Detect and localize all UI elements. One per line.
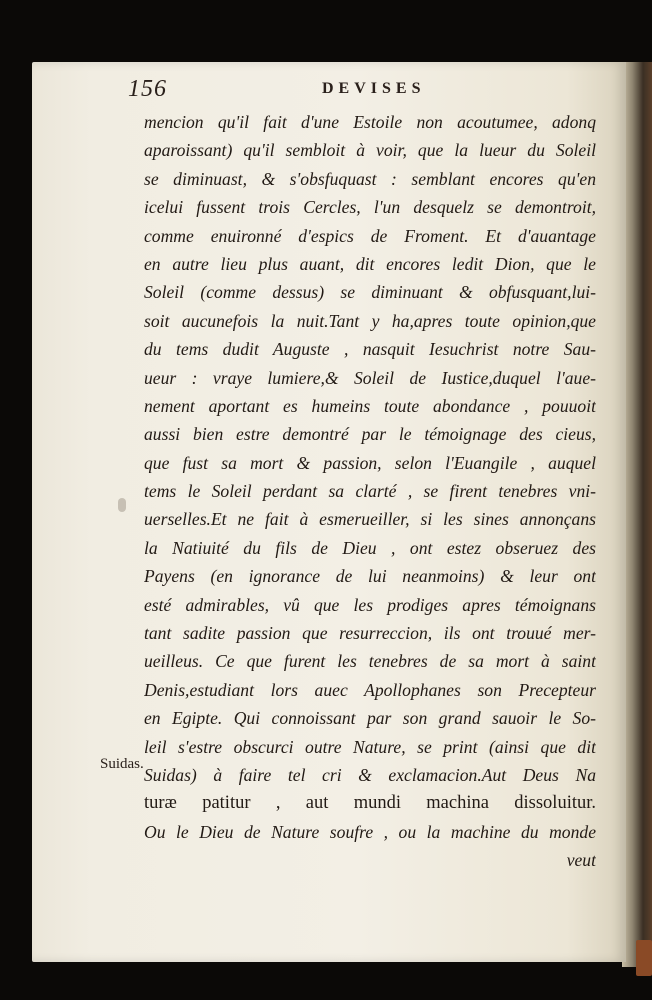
text-line: ueilleus. Ce que furent les tenebres de sa mort à saint — [144, 651, 596, 672]
page-number: 156 — [128, 76, 167, 102]
page-header — [32, 76, 626, 106]
text-line: ueur : vraye lumiere,& Soleil de Iustice,duquel l'aue- — [144, 367, 596, 388]
body-text — [144, 108, 596, 875]
paper-blemish — [118, 498, 126, 512]
text-line: leil s'estre obscurci outre Nature, se print (ainsi que dit — [144, 736, 596, 757]
text-line: aparoissant) qu'il sembloit à voir, que la lueur du Soleil — [144, 140, 596, 161]
running-head: DEVISES — [322, 80, 426, 97]
text-line: se diminuast, & s'obsfuquast : semblant encores qu'en — [144, 168, 596, 189]
text-line: la Natiuité du fils de Dieu , ont estez obseruez des — [144, 537, 596, 558]
text-line: en Egipte. Qui connoissant par son grand sauoir le So- — [144, 708, 596, 729]
binding-edge — [636, 940, 652, 976]
text-line: nement aportant es humeins toute abondance , pouuoit — [144, 395, 596, 416]
text-line: Payens (en ignorance de lui neanmoins) & leur ont — [144, 566, 596, 587]
text-line: soit aucunefois la nuit.Tant y ha,apres toute opinion,que — [144, 310, 596, 331]
margin-note: Suidas. — [100, 756, 144, 772]
text-line: Denis,estudiant lors auec Apollophanes son Precepteur — [144, 679, 596, 700]
text-line: mencion qu'il fait d'une Estoile non acoutumee, adonq — [144, 112, 596, 132]
text-line: icelui fussent trois Cercles, l'un desquelz se demontroit, — [144, 197, 596, 218]
text-line: aussi bien estre demontré par le témoignage des cieus, — [144, 424, 596, 445]
text-line: du tems dudit Auguste , nasquit Iesuchrist notre Sau- — [144, 339, 596, 360]
text-line-latin: turæ patitur , aut mundi machina dissoluitur. — [144, 793, 596, 814]
text-line: Suidas) à faire tel cri & exclamacion.Aut Deus Na — [144, 764, 596, 785]
text-line: esté admirables, vû que les prodiges apres témoignans — [144, 594, 596, 615]
text-line: tems le Soleil perdant sa clarté , se firent tenebres vni- — [144, 481, 596, 502]
text-line: Soleil (comme dessus) se diminuant & obfusquant,lui- — [144, 282, 596, 303]
book-page — [32, 62, 626, 962]
text-line: que fust sa mort & passion, selon l'Euangile , auquel — [144, 452, 596, 473]
text-line: Ou le Dieu de Nature soufre , ou la machine du monde — [144, 821, 596, 842]
catchword: veut — [566, 850, 596, 871]
text-line: uerselles.Et ne fait à esmerueiller, si les sines annonçans — [144, 509, 596, 530]
text-line: comme enuironné d'espics de Froment. Et d'auantage — [144, 225, 596, 246]
text-line: tant sadite passion que resurreccion, ils ont trouué mer- — [144, 623, 596, 644]
book-spine — [622, 62, 652, 967]
text-line: en autre lieu plus auant, dit encores ledit Dion, que le — [144, 253, 596, 274]
